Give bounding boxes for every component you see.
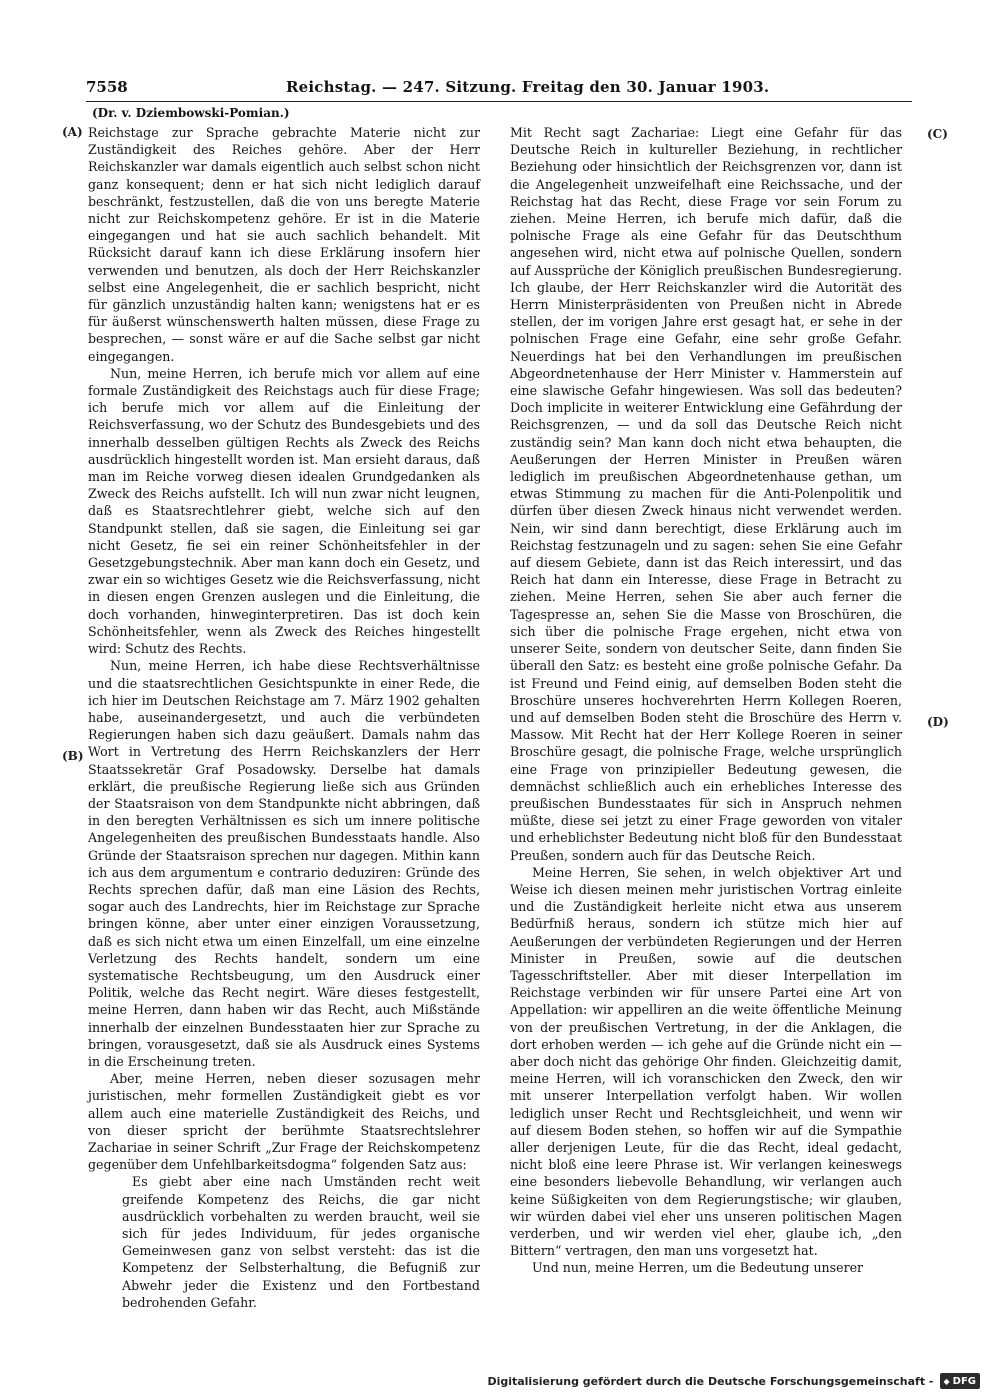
running-title: Reichstag. — 247. Sitzung. Freitag den 30. Januar 1903. bbox=[286, 78, 770, 96]
paragraph: Aber, meine Herren, neben dieser sozusagen mehr juristischen, mehr formellen Zuständigkeit giebt es vor allem auch eine materielle Zuständigkeit des Reichs, und von dieser spricht der berühmte Staatsrechtslehrer Zachariae in seiner Schrift „Zur Frage der Reichskompetenz gegenüber dem Unfehlbarkeitsdogma“ folgenden Satz aus: bbox=[88, 1071, 480, 1173]
header-rule bbox=[86, 101, 912, 102]
margin-marker-b: (B) bbox=[62, 749, 84, 763]
speaker-name: (Dr. v. Dziembowski-Pomian.) bbox=[92, 106, 290, 120]
footer-credit bbox=[487, 1371, 980, 1391]
margin-marker-c: (C) bbox=[927, 127, 948, 141]
margin-marker-d: (D) bbox=[927, 715, 949, 729]
paragraph: Reichstage zur Sprache gebrachte Materie nicht zur Zuständigkeit des Reiches gehöre. Aber der Herr Reichskanzler war damals eigentlich auch selbst schon nicht ganz konsequent; denn er hat sich nicht lediglich darauf beschränkt, festzustellen, daß die von uns beregte Materie nicht zur Reichskompetenz gehöre. Er ist in die Materie eingegangen und hat sie auch sachlich behandelt. Mit Rücksicht darauf kann ich diese Erklärung insofern hier verwenden und benutzen, als doch der Herr Reichskanzler selbst eine Angelegenheit, die er sachlich bespricht, nicht für gänzlich unzuständig halten kann; wenigstens hat er es für äußerst wünschenswerth halten müssen, diese Frage zu besprechen, — sonst wäre er auf die Sache selbst gar nicht eingegangen. bbox=[88, 125, 480, 364]
margin-marker-a: (A) bbox=[62, 125, 83, 139]
page-header bbox=[86, 78, 912, 100]
footer-text: Digitalisierung gefördert durch die Deutsche Forschungsgemeinschaft - bbox=[487, 1374, 934, 1388]
paragraph: Mit Recht sagt Zachariae: Liegt eine Gefahr für das Deutsche Reich in kultureller Beziehung, in rechtlicher Beziehung oder hinsichtlich der Reichsgrenzen vor, dann ist die Angelegenheit unzweifelhaft eine Reichssache, und der Reichstag hat das Recht, diese Frage vor sein Forum zu ziehen. Meine Herren, ich berufe mich dafür, daß die polnische Frage als eine Gefahr für das Deutschthum angesehen wird, nicht etwa auf polnische Quellen, sondern auf Aussprüche der Königlich preußischen Bundesregierung. Ich glaube, der Herr Reichskanzler wird die Autorität des Herrn Ministerpräsidenten von Preußen nicht in Abrede stellen, der im vorigen Jahre erst gesagt hat, er sehe in der polnischen Frage eine Gefahr, eine sehr große Gefahr. Neuerdings hat bei den Verhandlungen im preußischen Abgeordnetenhause der Herr Minister v. Hammerstein auf eine slawische Gefahr hingewiesen. Was soll das bedeuten? Doch implicite in weiterer Entwicklung eine Gefährdung der Reichsgrenzen, — und da soll das Deutsche Reich nicht zuständig sein? Man kann doch nicht etwa behaupten, die Aeußerungen der Herren Minister in Preußen wären lediglich im preußischen Abgeordnetenhause gethan, um etwas Stimmung zu machen für die Anti-Polenpolitik und dürfen über diesen Zweck hinaus nicht verwendet werden. Nein, wir sind dann berechtigt, diese Erklärung auch im Reichstag festzunageln und zu sagen: sehen Sie eine Gefahr auf diesem Gebiete, dann ist das Reich interessirt, und das Reich hat dann ein Interesse, diese Frage in Betracht zu ziehen. Meine Herren, sehen Sie aber auch ferner die Tagespresse an, sehen Sie die Masse von Broschüren, die sich über die polnische Frage ergehen, nicht etwa von unserer Seite, sondern von deutscher Seite, dann finden Sie überall den Satz: es besteht eine große polnische Gefahr. Da ist Freund und Feind einig, auf demselben Boden steht die Broschüre unseres hochverehrten Herrn Kollegen Roeren, und auf demselben Boden steht die Broschüre des Herrn v. Massow. Mit Recht hat der Herr Kollege Roeren in seiner Broschüre gesagt, die polnische Frage, welche ursprünglich eine Frage von prinzipieller Bedeutung gewesen, die demnächst schließlich auch ein erhebliches Interesse des preußischen Bundesstaates für sich in Anspruch nehmen müßte, diese sei jetzt zu einer Frage geworden von vitaler und erheblichster Bedeutung nicht bloß für den Bundesstaat Preußen, sondern auch für das Deutsche Reich. bbox=[510, 125, 902, 863]
right-column bbox=[510, 124, 902, 1294]
dfg-logo-icon: ◆ DFG bbox=[940, 1373, 981, 1389]
left-column bbox=[88, 124, 480, 1310]
block-quote: Es giebt aber eine nach Umständen recht weit greifende Kompetenz des Reichs, die gar nicht ausdrücklich vorbehalten zu werden braucht, weil sie sich für jedes Individuum, für jedes organische Gemeinwesen ganz von selbst versteht: das ist die Kompetenz der Selbsterhaltung, die Befugniß zur Abwehr jeder die Existenz und den Fortbestand bedrohenden Gefahr. bbox=[122, 1174, 480, 1310]
page-number: 7558 bbox=[86, 78, 128, 96]
paragraph: Und nun, meine Herren, um die Bedeutung unserer bbox=[532, 1260, 864, 1276]
paragraph: Nun, meine Herren, ich habe diese Rechtsverhältnisse und die staatsrechtlichen Gesichtspunkte in einer Rede, die ich hier im Deutschen Reichstage am 7. März 1902 gehalten habe, auseinandergesetzt, und auch die verbündeten Regierungen haben sich dazu geäußert. Damals nahm das Wort in Vertretung des Herrn Reichskanzlers der Herr Staatssekretär Graf Posadowsky. Derselbe hat damals erklärt, die preußische Regierung ließe sich aus Gründen der Staatsraison von dem Standpunkte nicht abbringen, daß in den beregten Verhältnissen es sich um innere politische Angelegenheiten des preußischen Bundesstaats handle. Also Gründe der Staatsraison sprechen nur dagegen. Mithin kann ich aus dem argumentum e contrario deduziren: Gründe des Rechts sprechen dafür, daß man eine Läsion des Rechts, sogar auch des Landrechts, hier im Reichstage zur Sprache bringen könne, aber unter einer einzigen Voraussetzung, daß es sich nicht etwa um einen Einzelfall, um eine einzelne Verletzung des Rechts handelt, sondern um eine systematische Rechtsbeugung, um den Ausdruck einer Politik, welche das Recht negirt. Wäre dieses festgestellt, meine Herren, dann haben wir das Recht, auch Mißstände innerhalb der einzelnen Bundesstaaten hier zur Sprache zu bringen, vorausgesetzt, daß sie als Ausdruck eines Systems in die Erscheinung treten. bbox=[88, 658, 480, 1069]
paragraph: Meine Herren, Sie sehen, in welch objektiver Art und Weise ich diesen meinen mehr juristischen Vortrag einleite und die Zuständigkeit herleite nicht etwa aus unserem Bedürfniß heraus, sondern ich stütze mich hier auf Aeußerungen der verbündeten Regierungen und der Herren Minister in Preußen, sowie auf die deutschen Tagesschriftsteller. Aber mit dieser Interpellation im Reichstage verbinden wir für unsere Partei eine Art von Appellation: wir appelliren an die weite öffentliche Meinung von der preußischen Vertretung, in der die Anklagen, die dort erhoben werden — ich gehe auf die Gründe nicht ein — aber doch nicht das gehörige Ohr finden. Gleichzeitig damit, meine Herren, will ich voranschicken den Zweck, den wir mit unserer Interpellation verfolgt haben. Wir wollen lediglich unser Recht und Rechtsgleichheit, und wenn wir auf diesem Boden stehen, so hoffen wir auf die Sympathie aller derjenigen Leute, für die das Recht, ideal gedacht, nicht bloß eine leere Phrase ist. Wir verlangen keineswegs eine besonders liebevolle Behandlung, wir verlangen auch keine Süßigkeiten von dem Regierungstische; wir glauben, wir würden dabei viel eher uns unseren politischen Magen verderben, und wir werden viel eher, glaube ich, „den Bittern“ vertragen, den man uns vorgesetzt hat. bbox=[510, 864, 902, 1259]
paragraph: Nun, meine Herren, ich berufe mich vor allem auf eine formale Zuständigkeit des Reichstags auch für diese Frage; ich berufe mich vor allem auf die Einleitung der Reichsverfassung, wo der Schutz des Bundesgebiets und des innerhalb desselben gültigen Rechts als Zweck des Reichs ausdrücklich hingestellt worden ist. Man ersieht daraus, daß man im Reiche vorweg diesen idealen Grundgedanken als Zweck des Reichs aufstellt. Ich will nun zwar nicht leugnen, daß es Staatsrechtlehrer giebt, welche sich auf den Standpunkt stellen, daß sie sagen, die Einleitung sei gar nicht Gesetz, fie sei ein reiner Schönheitsfehler in der Gesetzgebungstechnik. Aber man kann doch ein Gesetz, und zwar ein so wichtiges Gesetz wie die Reichsverfassung, nicht in diesen engen Grenzen auslegen und die Einleitung, die doch vorhanden, hinweginterpretiren. Das ist doch kein Schönheitsfehler, wenn als Zweck des Reiches hingestellt wird: Schutz des Rechts. bbox=[88, 365, 480, 657]
